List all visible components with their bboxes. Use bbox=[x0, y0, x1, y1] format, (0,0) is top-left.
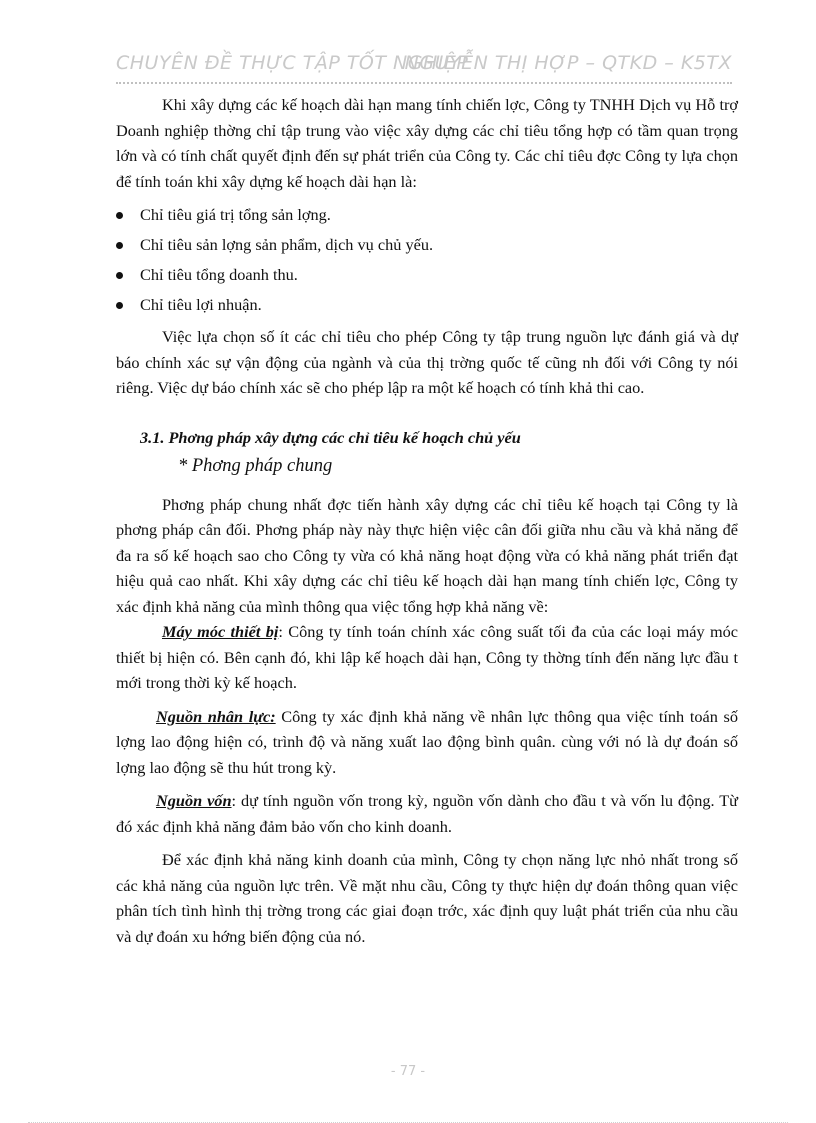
capacity-label: Nguồn vốn bbox=[156, 791, 232, 810]
capacity-text: dự tính nguồn vốn trong kỳ, nguồn vốn dành cho đầu t và vốn lu động. Từ đó xác định khả năng đảm bảo vốn cho kinh doanh. bbox=[116, 791, 738, 836]
method-paragraph: Phơng pháp chung nhất đợc tiến hành xây dựng các chỉ tiêu kế hoạch tại Công ty là phơng pháp cân đối. Phơng pháp này này thực hiện việc cân đối giữa nhu cầu và khả năng để đa ra số kế hoạch sao cho Công ty vừa có khả năng hoạt động vừa có khả năng phát triển đạt hiệu quả cao nhất. Khi xây dựng các chỉ tiêu kế hoạch dài hạn mang tính chiến lợc, Công ty xác định khả năng của mình thông qua việc tổng hợp khả năng về: bbox=[116, 494, 738, 616]
list-item bbox=[116, 230, 738, 260]
capacity-text: Công ty xác định khả năng về nhân lực thông qua việc tính toán số lợng lao động hiện có, trình độ và năng xuất lao động bình quân. cùng với nó là dự đoán số lợng lao động sẽ thu hút trong kỳ. bbox=[116, 706, 738, 777]
list-item-text: Chỉ tiêu tổng doanh thu. bbox=[140, 265, 298, 284]
label-separator: : bbox=[231, 791, 241, 810]
indicator-list bbox=[116, 200, 738, 320]
intro-paragraph: Khi xây dựng các kế hoạch dài hạn mang tính chiến lợc, Công ty TNHH Dịch vụ Hỗ trợ Doanh nghiệp thờng chỉ tập trung vào việc xây dựng các chỉ tiêu tổng hợp có tầm quan trọng lớn và có tính chất quyết định đến sự phát triển của Công ty. Các chỉ tiêu đợc Công ty lựa chọn để tính toán khi xây dựng kế hoạch dài hạn là: bbox=[116, 95, 738, 191]
header-title-right: NGUYỄN THỊ HỢP – QTKD – K5TX bbox=[404, 52, 732, 74]
closing-paragraph: Để xác định khả năng kinh doanh của mình, Công ty chọn năng lực nhỏ nhất trong số các khả năng của nguồn lực trên. Về mặt nhu cầu, Công ty thực hiện dự đoán thông quan việc phân tích tình hình thị trờng trong các giai đoạn trớc, xác định quy luật phát triển của nhu cầu và dự đoán xu hớng biến động của nó. bbox=[116, 850, 738, 946]
capacity-item-manpower bbox=[116, 704, 738, 781]
capacity-label: Máy móc thiết bị bbox=[162, 622, 279, 641]
list-item bbox=[116, 260, 738, 290]
bullet-icon bbox=[116, 272, 123, 279]
page-number: - 77 - bbox=[390, 1064, 426, 1079]
capacity-text: Công ty tính toán chính xác công suất tối đa của các loại máy móc thiết bị hiện có. Bên cạnh đó, khi lập kế hoạch dài hạn, Công ty thờng tính đến năng lực đầu t mới trong thời kỳ kế hoạch. bbox=[116, 622, 738, 692]
bullet-icon bbox=[116, 212, 123, 219]
document-body bbox=[116, 92, 738, 949]
list-item-text: Chỉ tiêu giá trị tổng sản lợng. bbox=[140, 205, 331, 224]
list-item-text: Chỉ tiêu lợi nhuận. bbox=[140, 295, 262, 314]
capacity-label: Nguồn nhân lực: bbox=[156, 706, 276, 726]
header-divider bbox=[116, 82, 732, 84]
label-separator: : bbox=[278, 622, 289, 641]
list-item bbox=[116, 200, 738, 230]
bullet-icon bbox=[116, 242, 123, 249]
header-title-left: CHUYÊN ĐỀ THỰC TẬP TỐT NGHIỆP bbox=[116, 52, 469, 74]
selection-paragraph: Việc lựa chọn số ít các chỉ tiêu cho phép Công ty tập trung nguồn lực đánh giá và dự báo chính xác sự vận động của ngành và của thị trờng quốc tế cũng nh đối với Công ty nói riêng. Việc dự báo chính xác sẽ cho phép lập ra một kế hoạch có tính khả thi cao. bbox=[116, 327, 738, 397]
capacity-item-capital bbox=[116, 788, 738, 839]
list-item bbox=[116, 290, 738, 320]
section-heading: 3.1. Phơng pháp xây dựng các chỉ tiêu kế hoạch chủ yếu bbox=[140, 427, 521, 447]
section-subheading: * Phơng pháp chung bbox=[178, 456, 333, 476]
bullet-icon bbox=[116, 302, 123, 309]
page-header bbox=[116, 52, 732, 82]
list-item-text: Chỉ tiêu sản lợng sản phẩm, dịch vụ chủ yếu. bbox=[140, 235, 434, 254]
capacity-item-equipment bbox=[116, 619, 738, 696]
